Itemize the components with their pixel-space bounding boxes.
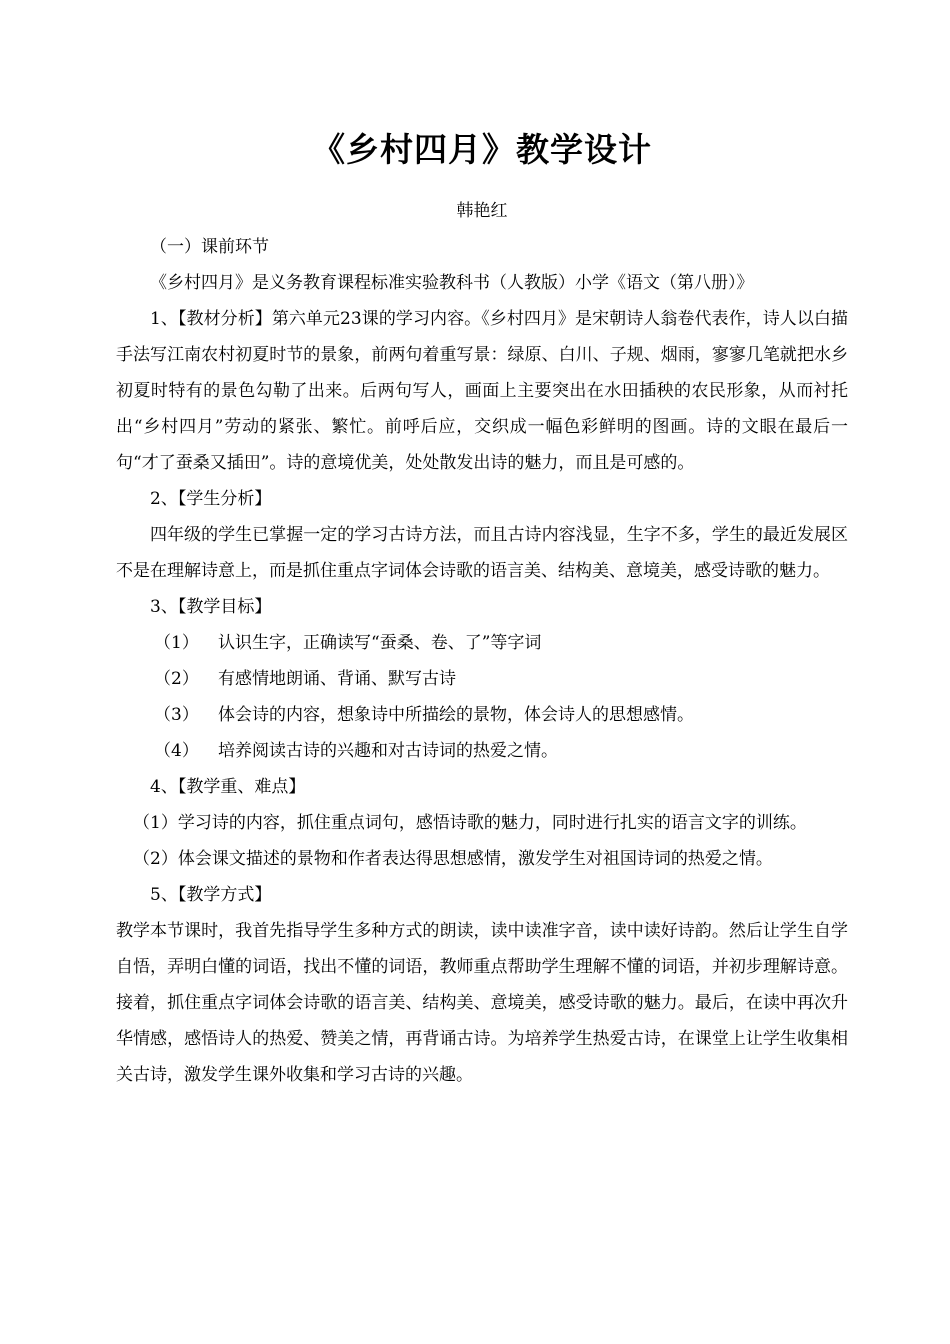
goal-item — [116, 733, 848, 769]
goal-text: 培养阅读古诗的兴趣和对古诗词的热爱之情。 — [218, 741, 558, 761]
document-title: 《乡村四月》教学设计 — [312, 130, 652, 169]
goal-text: 体会诗的内容，想象诗中所描绘的景物，体会诗人的思想感情。 — [218, 705, 694, 725]
goal-number: （4） — [154, 741, 199, 761]
document-author: 韩艳红 — [456, 201, 508, 221]
key-point-item: （2）体会课文描述的景物和作者表达得思想感情，激发学生对祖国诗词的热爱之情。 — [133, 849, 773, 869]
material-analysis-paragraph: 1、【教材分析】第六单元23课的学习内容。《乡村四月》是宋朝诗人翁卷代表作，诗人以白描手法写江南农村初夏时节的景象，前两句着重写景：绿原、白川、子规、烟雨，寥寥几笔就把水乡初夏时特有的景色勾勒了出来。后两句写人，画面上主要突出在水田插秧的农民形象，从而衬托出“乡村四月”劳动的紧张、繁忙。前呼后应，交织成一幅色彩鲜明的图画。诗的文眼在最后一句“才了蚕桑又插田”。诗的意境优美，处处散发出诗的魅力，而且是可感的。 — [116, 309, 848, 473]
goal-item — [116, 625, 848, 661]
teaching-method-heading: 5、【教学方式】 — [150, 885, 272, 905]
goal-text: 有感情地朗诵、背诵、默写古诗 — [218, 669, 456, 689]
goal-item — [116, 697, 848, 733]
goal-item — [116, 661, 848, 697]
goal-number: （1） — [154, 633, 199, 653]
goal-text: 认识生字，正确读写“蚕桑、卷、了”等字词 — [218, 633, 542, 653]
section-heading: （一）课前环节 — [150, 237, 269, 257]
goal-number: （3） — [154, 705, 199, 725]
student-analysis-paragraph: 四年级的学生已掌握一定的学习古诗方法，而且古诗内容浅显，生字不多，学生的最近发展区不是在理解诗意上，而是抓住重点字词体会诗歌的语言美、结构美、意境美，感受诗歌的魅力。 — [116, 525, 848, 581]
key-points-heading: 4、【教学重、难点】 — [150, 777, 306, 797]
intro-line: 《乡村四月》是义务教育课程标准实验教科书（人教版）小学《语文（第八册）》 — [150, 273, 754, 293]
teaching-method-paragraph: 教学本节课时，我首先指导学生多种方式的朗读，读中读准字音，读中读好诗韵。然后让学生自学自悟，弄明白懂的词语，找出不懂的词语，教师重点帮助学生理解不懂的词语，并初步理解诗意。接着，抓住重点字词体会诗歌的语言美、结构美、意境美，感受诗歌的魅力。最后，在读中再次升华情感，感悟诗人的热爱、赞美之情，再背诵古诗。为培养学生热爱古诗，在课堂上让学生收集相关古诗，激发学生课外收集和学习古诗的兴趣。 — [116, 921, 848, 1085]
key-point-item: （1）学习诗的内容，抓住重点词句，感悟诗歌的魅力，同时进行扎实的语言文字的训练。 — [133, 813, 807, 833]
student-analysis-heading: 2、【学生分析】 — [150, 489, 272, 509]
document-body — [116, 229, 848, 1093]
goal-number: （2） — [154, 669, 199, 689]
teaching-goals-heading: 3、【教学目标】 — [150, 597, 272, 617]
